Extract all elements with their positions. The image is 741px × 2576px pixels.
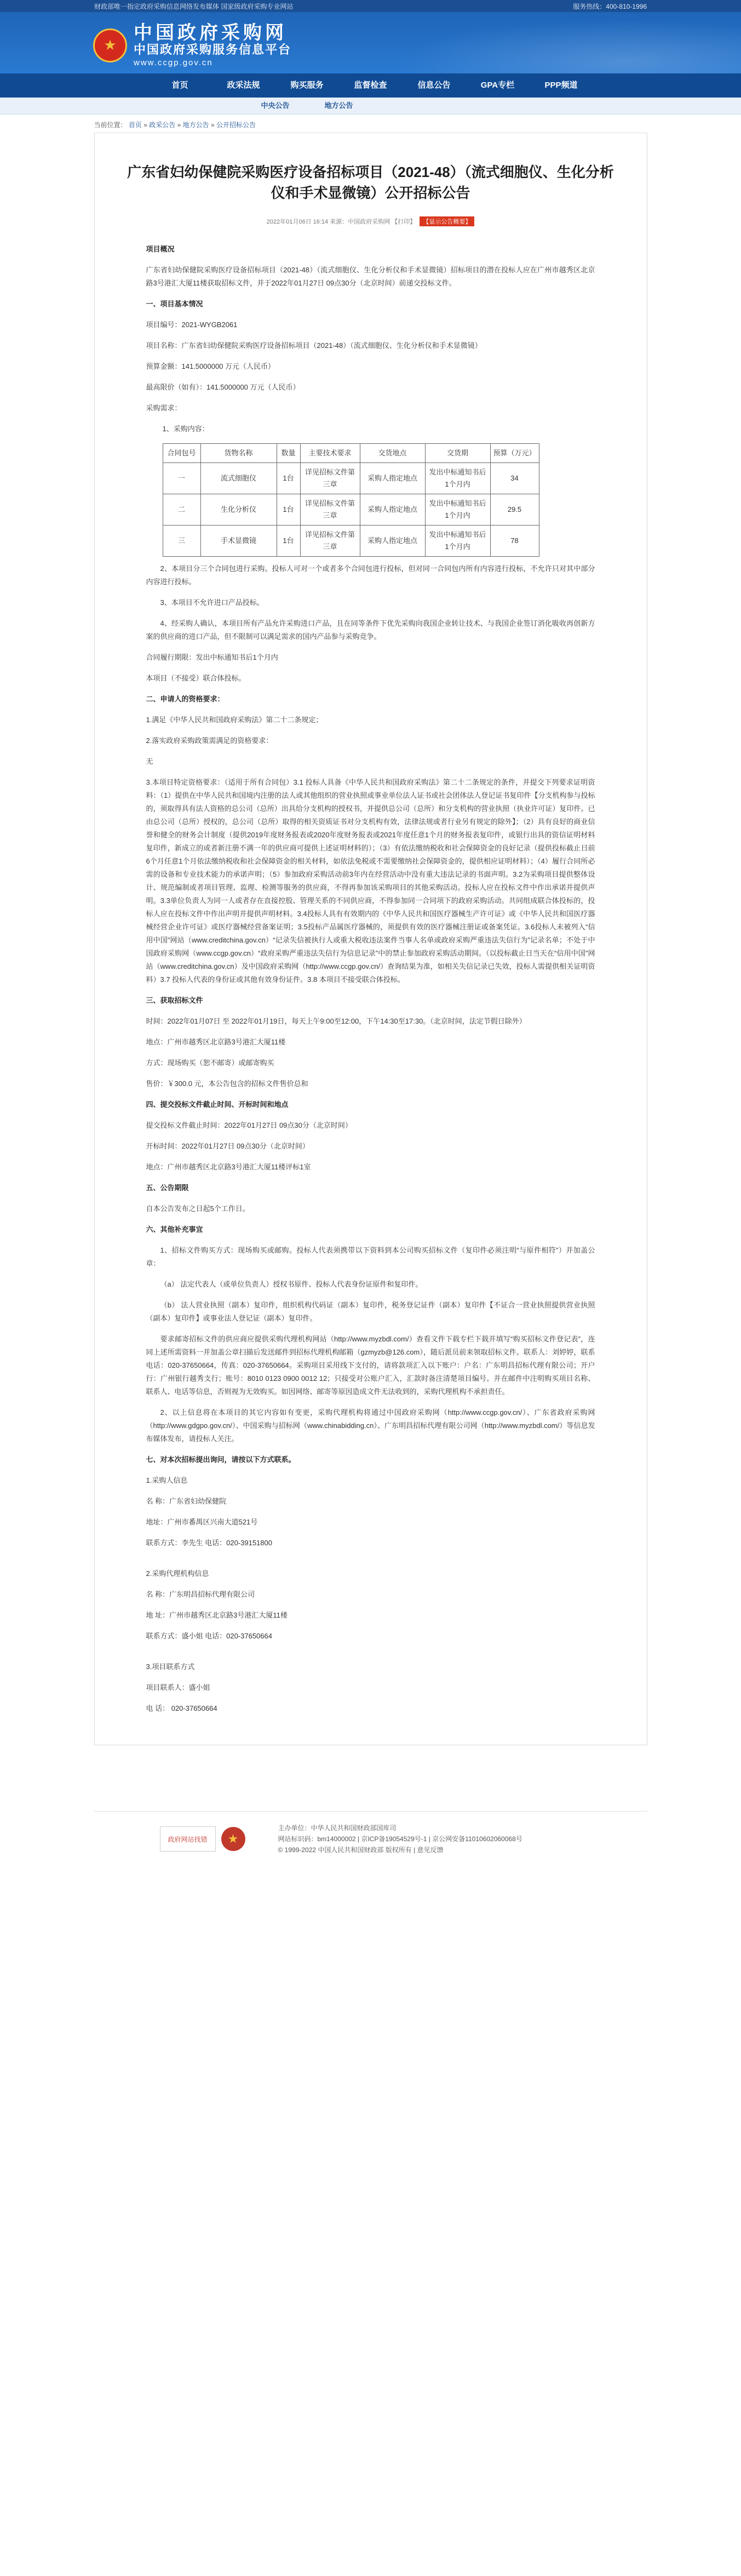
table-cell: 一 — [163, 463, 200, 494]
show-summary-button[interactable]: 【显示公告概要】 — [420, 216, 474, 226]
table-cell: 生化分析仪 — [200, 494, 277, 526]
paragraph: 4、经采购人确认，本项目所有产品允许采购进口产品，且在同等条件下优先采购向我国企业转让技术、与我国企业签订消化吸收再创新方案的供应商的进口产品，但不限制可以满足需求的国内产品参与采购竞争。 — [146, 619, 595, 641]
nav-supervision[interactable]: 监督检查 — [354, 81, 387, 90]
topbar-left: 财政部唯一指定政府采购信息网络发布媒体 国家级政府采购专业网站 — [94, 2, 294, 10]
table-cell: 手术显微镜 — [200, 526, 277, 557]
paragraph: 2、本项目分三个合同包进行采购。投标人可对一个或者多个合同包进行投标，但对同一合同包内所有内容进行投标，不允许只对其中部分内容进行投标。 — [146, 564, 595, 586]
breadcrumb-open-tender[interactable]: 公开招标公告 — [216, 121, 256, 129]
paragraph: 采购需求： — [146, 404, 182, 412]
paragraph: 方式：现场购买（恕不邮寄）或邮寄购买 — [146, 1059, 274, 1067]
paragraph: 名 称：广东省妇幼保健院 — [146, 1497, 227, 1505]
table-row — [163, 526, 539, 557]
table-row — [163, 494, 539, 526]
error-report-badge[interactable]: 政府网站找错 — [160, 1826, 216, 1852]
paragraph: 无 — [146, 757, 153, 766]
table-cell: 采购人指定地点 — [360, 463, 425, 494]
article-meta — [111, 216, 630, 226]
paragraph: 时间：2022年01月07日 至 2022年01月19日，每天上午9:00至12:00，下午14:30至17:30。（北京时间，法定节假日除外） — [146, 1017, 526, 1025]
breadcrumb-label: 当前位置： — [94, 121, 127, 129]
topbar — [0, 0, 741, 12]
paragraph: （a） 法定代表人（或单位负责人）授权书原件、投标人代表身份证原件和复印件。 — [160, 1280, 423, 1288]
paragraph: 1、招标文件购买方式：现场购买或邮购。投标人代表须携带以下资料到本公司购买招标文件（复印件必须注明“与原件相符”）并加盖公章： — [146, 1246, 595, 1267]
table-header: 货物名称 — [200, 444, 277, 463]
paragraph: 联系方式：李先生 电话：020-39151800 — [146, 1539, 272, 1547]
nav-notices[interactable]: 信息公告 — [417, 81, 451, 90]
table-cell: 详见招标文件第三章 — [300, 463, 360, 494]
paragraph: 自本公告发布之日起5个工作日。 — [146, 1204, 250, 1213]
footer — [94, 1812, 647, 1866]
breadcrumb — [94, 120, 647, 133]
table-cell: 1台 — [277, 526, 300, 557]
paragraph: 3、本项目不允许进口产品投标。 — [160, 598, 264, 607]
sub-nav — [0, 98, 741, 115]
nav-services[interactable]: 购买服务 — [290, 81, 324, 90]
breadcrumb-local[interactable]: 地方公告 — [182, 121, 209, 129]
paragraph: 联系方式：盛小姐 电话：020-37650664 — [146, 1632, 272, 1640]
paragraph: 本项目（不接受）联合体投标。 — [146, 674, 246, 682]
breadcrumb-sep: » — [211, 121, 215, 129]
table-cell: 二 — [163, 494, 200, 526]
table-cell: 详见招标文件第三章 — [300, 494, 360, 526]
paragraph: 地点：广州市越秀区北京路3号港汇大厦11楼评标1室 — [146, 1163, 311, 1171]
table-header: 交货地点 — [360, 444, 425, 463]
table-header: 合同包号 — [163, 444, 200, 463]
section-heading: 三、获取招标文件 — [146, 996, 203, 1004]
paragraph: 地 址：广州市越秀区北京路3号港汇大厦11楼 — [146, 1611, 288, 1619]
section-heading: 七、对本次招标提出询问，请按以下方式联系。 — [146, 1455, 296, 1464]
section-heading: 五、公告期限 — [146, 1184, 189, 1192]
national-emblem-icon: ★ — [93, 28, 127, 62]
paragraph: 地址：广州市番禺区兴南大道521号 — [146, 1518, 258, 1526]
section-heading: 一、项目基本情况 — [146, 300, 203, 308]
paragraph: 要求邮寄招标文件的供应商应提供采购代理机构网站（http://www.myzbdl.com/）查看文件下载专栏下载并填写“购买招标文件登记表”，连同上述所需资料一并加盖公章扫描后发送邮件到招标代理机构邮箱（gzmyzb@126.com），随后派员前来领取招标文件。联系人：刘婷婷，联系电话：020-37650664，传真：020-37650664。采购项目采用线下支付的，请将款项汇入以下账户：户名：广东明昌招标代理有限公司；开户行：广州银行越秀支行；账号：8010 0123 0900 0012 12；只接受对公账户汇入，汇款时备注清楚项目编号。并在邮件中注明购买项目名称、联系人、电话等信息，否则视为无效购买。如因网络、邮寄等原因造成文件无法收到的，采购代理机构不承担责任。 — [146, 1335, 595, 1396]
paragraph: 广东省妇幼保健院采购医疗设备招标项目（2021-48）（流式细胞仪、生化分析仪和手术显微镜）招标项目的潜在投标人应在广州市越秀区北京路3号港汇大厦11楼获取招标文件，并于2022年01月27日 09点30分（北京时间）前递交投标文件。 — [146, 266, 595, 287]
breadcrumb-sep: » — [177, 121, 181, 129]
table-header: 主要技术要求 — [300, 444, 360, 463]
meta-text: 2022年01月06日 16:14 来源：中国政府采购网 【打印】 — [266, 219, 416, 225]
article-body — [146, 243, 595, 1715]
paragraph: 3.项目联系方式 — [146, 1663, 195, 1671]
section-heading: 二、申请人的资格要求： — [146, 695, 225, 703]
paragraph: 1.采购人信息 — [146, 1476, 188, 1484]
nav-home[interactable]: 首页 — [171, 81, 188, 90]
paragraph: 3.本项目特定资格要求：（适用于所有合同包）3.1 投标人具备《中华人民共和国政府采购法》第二十二条规定的条件，并提交下列要求证明资料：（1）提供在中华人民共和国境内注册的法人或其他组织的营业执照或事业单位法人证书或社会团体法人登记证书复印件【分支机构参与投标的，须取得具有法人资格的总公司（总所）出具给分支机构的授权书，并提供总公司（总所）和分支机构的营业执照（执业许可证）复印件。已由总公司（总所）授权的，总公司（总所）取得的相关资质证书对分支机构有效，法律法规或者行业另有规定的除外】；（2）具有良好的商业信誉和健全的财务会计制度（提供2019年度财务报表或2020年度财务报表或2021年度任意1个月的财务报表复印件，或银行出具的资信证明材料复印件，新成立的或者新注册不满一年的供应商可提供上述证明材料的）；（3）有依法缴纳税收和社会保障资金的良好记录（提供投标截止日前6个月任意1个月依法缴纳税收和社会保障资金的相关材料，如依法免税或不需要缴纳社会保障资金的，提供相应证明材料）；（4）履行合同所必需的设备和专业技术能力的承诺声明；（5）参加政府采购活动前3年内在经营活动中没有重大违法记录的书面声明。3.2为采购项目提供整体设计、规范编制或者项目管理、监理、检测等服务的供应商，不得再参加该采购项目的其他采购活动。投标人应在投标文件中作出承诺并提供声明。3.3单位负责人为同一人或者存在直接控股、管理关系的不同供应商，不得参加同一合同项下的政府采购活动。共同组成联合体投标的，投标人应在投标文件中作出声明并提供声明材料。3.4投标人具有有效期内的《中华人民共和国医疗器械生产许可证》或《中华人民共和国医疗器械经营企业许可证》或医疗器械经营备案证明；3.5投标产品属医疗器械的，须提供有效的医疗器械注册证或备案凭证。3.6投标人未被列入“信用中国”网站（www.creditchina.gov.cn）“记录失信被执行人或重大税收违法案件当事人名单或政府采购严重违法失信行为”记录名单；不处于中国政府采购网（www.ccgp.gov.cn）“政府采购严重违法失信行为信息记录”中的禁止参加政府采购活动期间。（以投标截止日当天在“信用中国”网站（www.creditchina.gov.cn）及中国政府采购网（http://www.ccgp.gov.cn/）查询结果为准，如相关失信记录已失效，投标人需提供相关证明资料）3.7 投标人代表的身份证或其他有效身份证件。3.8 本项目不接受联合体投标。 — [146, 778, 595, 984]
site-logo[interactable] — [93, 23, 291, 67]
table-cell: 三 — [163, 526, 200, 557]
footer-ids: 网站标识码：bm14000002 | 京ICP备19054529号-1 | 京公网安备11010602060068号 — [278, 1835, 522, 1843]
main-nav — [0, 73, 741, 98]
paragraph: 地点：广州市越秀区北京路3号港汇大厦11楼 — [146, 1038, 286, 1046]
paragraph: 提交投标文件截止时间：2022年01月27日 09点30分（北京时间） — [146, 1121, 352, 1129]
table-cell: 采购人指定地点 — [360, 526, 425, 557]
paragraph: 合同履行期限：发出中标通知书后1个月内 — [146, 653, 278, 661]
paragraph: （b） 法人营业执照（副本）复印件，组织机构代码证（副本）复印件，税务登记证件（副本）复印件【不证合一营业执照提供营业执照（副本）复印件】或事业法人登记证（副本）复印件。 — [146, 1301, 595, 1322]
paragraph: 售价：￥300.0 元，本公告包含的招标文件售价总和 — [146, 1079, 308, 1088]
section-heading: 四、提交投标文件截止时间、开标时间和地点 — [146, 1100, 289, 1109]
paragraph: 1、采购内容： — [162, 425, 209, 433]
table-header: 预算（万元） — [490, 444, 539, 463]
page-title: 广东省妇幼保健院采购医疗设备招标项目（2021-48）（流式细胞仪、生化分析仪和手术显微镜）公开招标公告 — [127, 164, 614, 201]
table-cell: 29.5 — [490, 494, 539, 526]
nav-gpa[interactable]: GPA专栏 — [480, 81, 515, 90]
table-cell: 发出中标通知书后1个月内 — [425, 494, 490, 526]
paragraph: 最高限价（如有）：141.5000000 万元（人民币） — [146, 383, 300, 391]
paragraph: 2.落实政府采购政策需满足的资格要求： — [146, 736, 273, 745]
breadcrumb-sep: » — [143, 121, 147, 129]
article-container — [94, 133, 647, 1745]
subnav-local[interactable]: 地方公告 — [324, 101, 353, 110]
table-cell: 采购人指定地点 — [360, 494, 425, 526]
footer-copyright: © 1999-2022 中国人民共和国财政部 版权所有 | 意见反馈 — [278, 1846, 444, 1854]
paragraph: 电 话： 020-37650664 — [146, 1704, 217, 1712]
table-header-row — [163, 444, 539, 463]
logo-url: www.ccgp.gov.cn — [134, 58, 213, 67]
paragraph: 1.满足《中华人民共和国政府采购法》第二十二条规定； — [146, 716, 323, 724]
breadcrumb-notices[interactable]: 政采公告 — [149, 121, 176, 129]
nav-ppp[interactable]: PPP频道 — [544, 81, 578, 90]
logo-subtitle: 中国政府采购服务信息平台 — [134, 43, 292, 56]
paragraph: 预算金额：141.5000000 万元（人民币） — [146, 362, 275, 370]
paragraph: 名 称：广东明昌招标代理有限公司 — [146, 1590, 255, 1598]
table-cell: 详见招标文件第三章 — [300, 526, 360, 557]
subnav-central[interactable]: 中央公告 — [261, 101, 290, 110]
table-cell: 发出中标通知书后1个月内 — [425, 526, 490, 557]
topbar-hotline: 服务热线：400-810-1996 — [573, 2, 647, 10]
table-cell: 78 — [490, 526, 539, 557]
header-decoration — [358, 12, 741, 73]
paragraph: 2、以上信息将在本项目的其它内容如有变更，采购代理机构将通过中国政府采购网（http://www.ccgp.gov.cn/）、广东省政府采购网（http://www.gdgpo.gov.cn/）、中国采购与招标网（www.chinabidding.cn）、广东明昌招标代理有限公司网（http://www.myzbdl.com/）等信息发布媒体发布，请投标人关注。 — [146, 1408, 595, 1443]
paragraph: 项目联系人：盛小姐 — [146, 1683, 210, 1692]
section-heading: 项目概况 — [146, 245, 175, 253]
table-cell: 流式细胞仪 — [200, 463, 277, 494]
table-header: 交货期 — [425, 444, 490, 463]
header — [0, 12, 741, 73]
paragraph: 项目编号：2021-WYGB2061 — [146, 321, 238, 329]
table-header: 数量 — [277, 444, 300, 463]
nav-regulations[interactable]: 政采法规 — [227, 81, 260, 90]
paragraph: 2.采购代理机构信息 — [146, 1569, 209, 1578]
table-row — [163, 463, 539, 494]
items-table — [163, 443, 539, 557]
footer-sponsor: 主办单位：中华人民共和国财政部国库司 — [278, 1824, 397, 1832]
paragraph: 项目名称：广东省妇幼保健院采购医疗设备招标项目（2021-48）（流式细胞仪、生化分析仪和手术显微镜） — [146, 341, 482, 350]
table-cell: 34 — [490, 463, 539, 494]
gov-emblem-icon[interactable]: ★ — [221, 1827, 245, 1851]
breadcrumb-home[interactable]: 首页 — [128, 121, 142, 129]
paragraph: 开标时间：2022年01月27日 09点30分（北京时间） — [146, 1142, 309, 1150]
table-cell: 1台 — [277, 463, 300, 494]
table-cell: 发出中标通知书后1个月内 — [425, 463, 490, 494]
section-heading: 六、其他补充事宜 — [146, 1225, 203, 1233]
logo-title: 中国政府采购网 — [134, 22, 287, 43]
table-cell: 1台 — [277, 494, 300, 526]
